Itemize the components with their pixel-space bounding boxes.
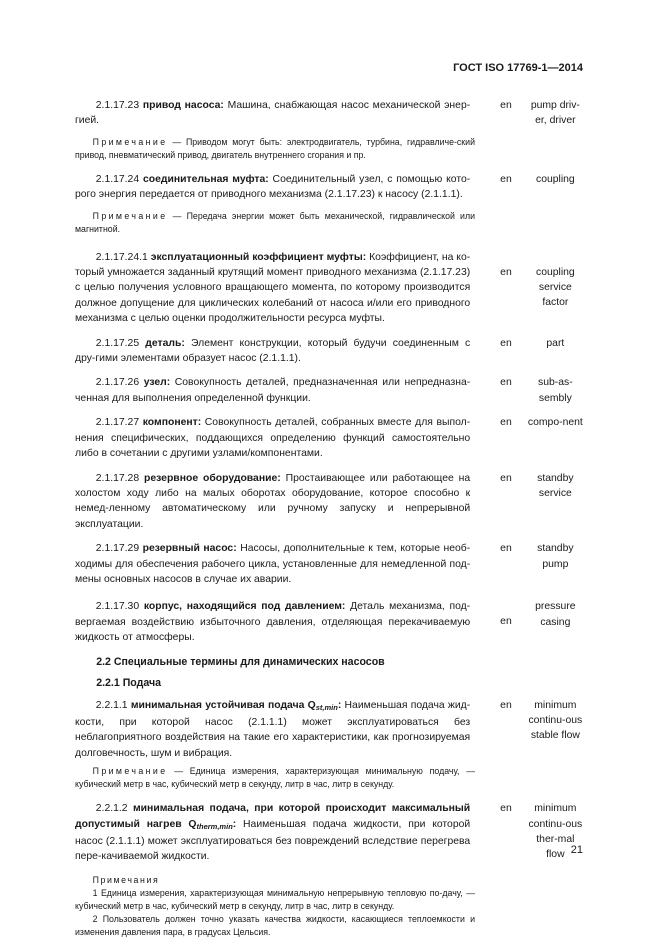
entry-text: 2.2.1.2 минимальная подача, при которой происходит максимальный допустимый нагрев $Q_{therm,min}$: Наименьшая подача жидкости, при которой насос (2.1.1.1) может эксплуатироваться без повреждений вследствие перегрева пере-качиваемой жидкости. (75, 803, 471, 863)
lang-code: en (500, 173, 512, 185)
term-entry-2-1-17-26 (75, 375, 585, 406)
section-heading-2-2-1: 2.2.1 Подача (96, 676, 162, 689)
english-term: coupling (536, 173, 575, 185)
lang-code: en (500, 699, 512, 711)
lang-code: en (500, 472, 512, 484)
lang-code: en (500, 377, 512, 389)
lang-code: en (500, 337, 512, 349)
english-term: standby pump (537, 543, 574, 570)
english-term: minimum continu-ous ther-mal flow (528, 803, 583, 861)
term-entry-2-1-17-30 (75, 599, 585, 645)
lang-code: en (500, 417, 512, 429)
entry-text: 2.1.17.24 соединительная муфта: Соединительный узел, с помощью кото-рого энергия передается от приводного механизма (2.1.17.23) к насосу (2.1.1.1). (75, 173, 471, 201)
english-term: sub-as-sembly (538, 377, 573, 404)
english-term: compo-nent (527, 417, 583, 429)
english-term: standby service (537, 472, 574, 499)
english-term: minimum continu-ous stable flow (528, 699, 583, 742)
lang-code: en (500, 100, 512, 111)
lang-code: en (500, 266, 512, 278)
notes-label: Примечания (92, 874, 160, 885)
entry-text: 2.1.17.23 привод насоса: Машина, снабжающая насос механической энер-гией. (75, 100, 471, 127)
english-term: pump driv-er, driver (530, 100, 580, 127)
document-header: ГОСТ ISO 17769-1—2014 (453, 62, 583, 74)
term-entry-2-1-17-27 (75, 415, 585, 461)
lang-code: en (500, 616, 512, 628)
entry-text: 2.1.17.28 резервное оборудование: Простаивающее или работающее на холостом ходу либо на малых оборотах оборудование, которое способно к немед-ленному автоматическому или ручному запуску и непрерывной эксплуатации. (75, 472, 471, 530)
document-content (75, 98, 585, 939)
note-1: 1 Единица измерения, характеризующая минимальную непрерывную тепловую по-дачу, — кубический метр в час, кубический метр в секунду, литр в час, литр в секунду. (75, 887, 475, 911)
term-entry-2-1-17-23 (75, 98, 585, 129)
term-entry-2-1-17-25 (75, 336, 585, 367)
note-2: 2 Пользователь должен точно указать качества жидкости, касающиеся теплоемкости и изменения давления пара, в градусах Цельсия. (75, 913, 475, 937)
term-entry-2-2-1-2 (75, 801, 585, 865)
term-entry-2-1-17-29 (75, 541, 585, 587)
term-entry-2-1-17-28 (75, 471, 585, 533)
lang-code: en (500, 803, 512, 815)
entry-text: 2.1.17.30 корпус, находящийся под давлением: Деталь механизма, под-вергаемая воздействию избыточного давления, отделяющая перекачиваемую жидкость от атмосферы. (75, 601, 471, 644)
entry-text: 2.2.1.1 минимальная устойчивая подача $Q_{st,min}$: Наименьшая подача жид-кости, при которой насос (2.1.1.1) может эксплуатироваться без неблагоприятного воздействия на такие его характеристики, как прогнозируемая долговечность, шум и вибрация. (75, 699, 471, 759)
section-heading-2-2: 2.2 Специальные термины для динамических насосов (96, 655, 385, 668)
term-entry-2-1-17-24-1 (75, 250, 585, 327)
entry-text: 2.1.17.27 компонент: Совокупность деталей, собранных вместе для выпол-нения специфических, поддающихся определению функций самостоятельно либо в сочетании с другими узлами/компонентами. (75, 417, 471, 460)
notes-block (75, 874, 475, 939)
entry-text: 2.1.17.26 узел: Совокупность деталей, предназначенная или непредназна-ченная для выполнения определенной функции. (75, 377, 471, 404)
term-entry-2-2-1-1 (75, 698, 585, 762)
page-number: 21 (570, 844, 583, 856)
entry-text: 2.1.17.25 деталь: Элемент конструкции, который будучи соединенным с дру-гими элементами образует насос (2.1.1.1). (75, 337, 471, 365)
entry-text: 2.1.17.24.1 эксплуатационный коэффициент муфты: Коэффициент, на ко-торый умножается заданный крутящий момент приводного механизма (2.1.17.23) с целью получения условного вращающего момента, по которому производится должное допущение для циклических колебаний от насоса и/или его приводного механизма с целью оценки продолжительности ресурса муфты. (75, 251, 471, 325)
term-entry-2-1-17-24 (75, 172, 585, 203)
english-term: pressure casing (535, 601, 576, 628)
note-drive: Примечание — Приводом могут быть: электродвигатель, турбина, гидравличе-ский привод, пневматический привод, двигатель внутреннего сгорания и пр. (75, 136, 475, 160)
note-min-flow: Примечание — Единица измерения, характеризующая минимальную подачу, — кубический метр в час, кубический метр в секунду, литр в час, литр в секунду. (75, 766, 476, 790)
entry-text: 2.1.17.29 резервный насос: Насосы, дополнительные к тем, которые необ-ходимы для обеспечения рабочего цикла, установленные для немедленной под-мены основных насосов в случае их аварии. (75, 543, 471, 585)
lang-code: en (500, 543, 512, 555)
note-coupling: Примечание — Передача энергии может быть механической, гидравлической или магнитной. (75, 210, 475, 234)
english-term: coupling service factor (536, 266, 575, 309)
english-term: part (546, 337, 565, 349)
